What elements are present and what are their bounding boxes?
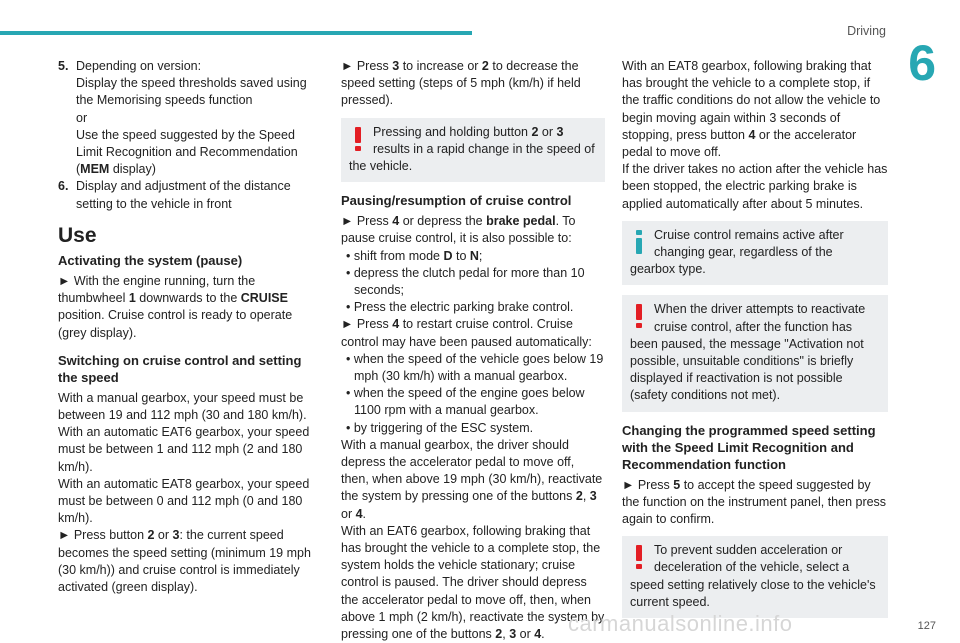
- list-item-6: [58, 178, 323, 212]
- warning-exclamation-icon: [630, 303, 648, 329]
- item-text: or: [76, 110, 88, 125]
- warning-exclamation-icon: [349, 126, 367, 152]
- warning-notice: [622, 536, 888, 618]
- subheading-changing: Changing the programmed speed setting with the Speed Limit Recognition and Recommendation function: [622, 422, 876, 472]
- bullet-item: • by triggering of the ESC system.: [346, 420, 534, 435]
- bullet-item: • Press the electric parking brake control.: [346, 300, 574, 315]
- bullet-item: • shift from mode D to N;: [346, 248, 483, 263]
- notice-text: When the driver attempts to reactivate cruise control, after the function has been paused, the message "Activation not possible, unsuitable conditions" is briefly displayed if reactivation is not possible (safety conditions not met).: [630, 302, 866, 403]
- chapter-number: 6: [908, 35, 936, 91]
- watermark: carmanualsonline.info: [568, 611, 793, 636]
- subheading-pausing: Pausing/resumption of cruise control: [341, 193, 572, 209]
- item-number: 6.: [58, 179, 69, 194]
- notice-text: Cruise control remains active after changing gear, regardless of the gearbox type.: [630, 227, 844, 277]
- paragraph: With an automatic EAT8 gearbox, your speed must be between 0 and 112 mph (0 and 180 km/h).: [58, 476, 310, 526]
- item-number: 5.: [58, 59, 69, 73]
- paragraph: With an automatic EAT6 gearbox, your speed must be between 1 and 112 mph (2 and 180 km/h).: [58, 425, 310, 474]
- paragraph: With a manual gearbox, your speed must be between 19 and 112 mph (30 and 180 km/h).: [58, 390, 307, 423]
- subheading-switching: Switching on cruise control and setting the speed: [58, 352, 302, 385]
- header-accent-bar: [0, 31, 472, 35]
- info-notice: [622, 221, 888, 286]
- warning-notice: [341, 118, 605, 183]
- paragraph: ► Press 3 to increase or 2 to decrease the speed setting (steps of 5 mph (km/h) if held pressed).: [341, 59, 581, 108]
- page-number: 127: [917, 620, 936, 632]
- item-text: Depending on version:: [76, 59, 202, 73]
- paragraph: ► Press button 2 or 3: the current speed becomes the speed setting (minimum 19 mph (30 km/h)) and cruise control is immediately activated (green display).: [58, 528, 311, 595]
- paragraph: ► With the engine running, turn the thumbwheel 1 downwards to the CRUISE position. Cruise control is ready to operate (grey display).: [58, 274, 293, 340]
- bullet-item: • when the speed of the vehicle goes below 19 mph (30 km/h) with a manual gearbox.: [346, 351, 604, 384]
- section-title: Driving: [847, 24, 886, 38]
- info-icon: [630, 229, 648, 255]
- bullet-item: • depress the clutch pedal for more than 10 seconds;: [346, 265, 585, 298]
- section-heading-use: Use: [58, 223, 97, 247]
- paragraph: ► Press 5 to accept the speed suggested by the function on the instrument panel, then press again to confirm.: [622, 477, 887, 527]
- bullet-item: • when the speed of the engine goes below 1100 rpm with a manual gearbox.: [346, 386, 585, 418]
- warning-exclamation-icon: [630, 544, 648, 570]
- paragraph: ► Press 4 or depress the brake pedal. To pause cruise control, it is also possible to:: [341, 214, 576, 246]
- warning-notice: [622, 295, 888, 411]
- item-text: Display the speed thresholds saved using the Memorising speeds function: [76, 76, 307, 108]
- list-item-5: [58, 58, 323, 178]
- subheading-activating: Activating the system (pause): [58, 253, 243, 269]
- notice-text: Pressing and holding button 2 or 3 results in a rapid change in the speed of the vehicle.: [349, 124, 595, 174]
- paragraph: With an EAT6 gearbox, following braking that has brought the vehicle to a complete stop, the system holds the vehicle stationary; cruise control is paused. The driver should depress the accelerator pedal to move off, then, when above 1 mph (2 km/h), reactivate the system by pressing one of the buttons 2, 3 or 4.: [341, 523, 605, 642]
- notice-text: To prevent sudden acceleration or deceleration of the vehicle, select a speed setting relatively close to the vehicle's current speed.: [630, 543, 876, 609]
- item-text: Use the speed suggested by the Speed Limit Recognition and Recommendation (MEM display): [76, 127, 298, 177]
- paragraph: ► Press 4 to restart cruise control. Cruise control may have been paused automatically:: [341, 317, 592, 349]
- paragraph: With a manual gearbox, the driver should depress the accelerator pedal to move off, then, when above 19 mph (30 km/h), reactivate the system by pressing one of the buttons 2, 3 or 4.: [341, 437, 603, 521]
- paragraph: If the driver takes no action after the vehicle has been stopped, the electric parking brake is applied automatically after about 5 minutes.: [622, 162, 888, 211]
- column-3: [622, 58, 888, 628]
- paragraph: With an EAT8 gearbox, following braking that has brought the vehicle to a complete stop, if the traffic conditions do not allow the vehicle to begin moving again within 3 seconds of stopping, press button 4 or the accelerator pedal to move off.: [622, 59, 881, 160]
- column-1: [58, 58, 323, 596]
- column-2: [341, 58, 605, 643]
- item-text: Display and adjustment of the distance setting to the vehicle in front: [76, 179, 291, 211]
